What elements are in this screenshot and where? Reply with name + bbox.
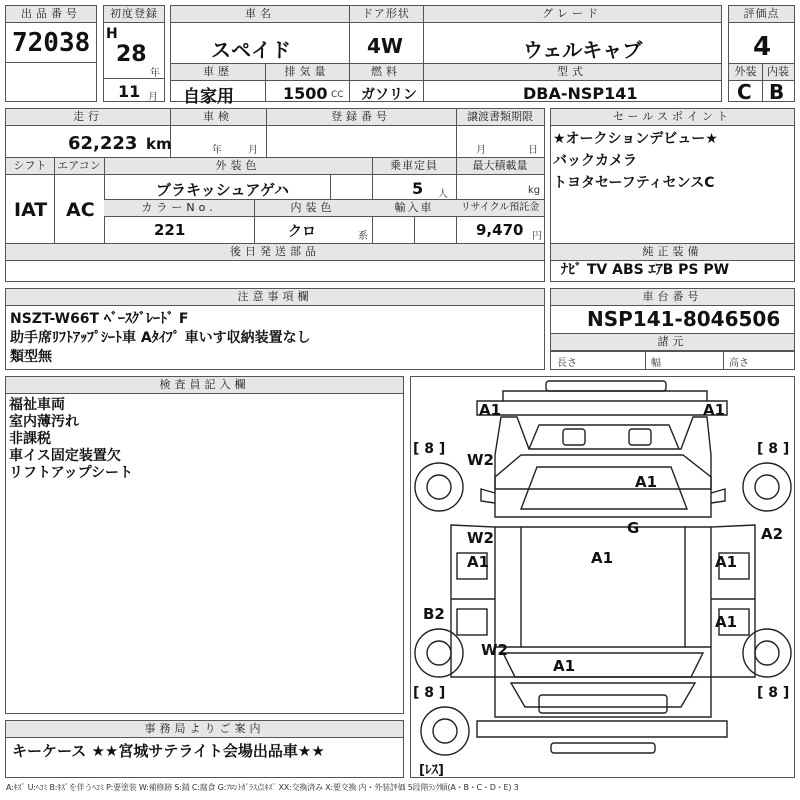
- transfer-label: 譲渡書類期限: [456, 109, 544, 126]
- month-suffix: 月: [148, 92, 158, 103]
- car-outline: [411, 377, 794, 777]
- damage-mark: W2: [467, 451, 494, 469]
- ext-label: 外装: [729, 64, 762, 81]
- dims-label: 諸元: [551, 334, 794, 351]
- later-parts-label: 後日発送部品: [6, 244, 544, 261]
- inspection-month: 月: [248, 145, 258, 156]
- mileage-label: 走行: [6, 109, 170, 126]
- model: DBA-NSP141: [523, 84, 638, 103]
- door-type: 4W: [367, 34, 403, 58]
- fuel-label: 燃料: [349, 64, 423, 81]
- damage-mark: A1: [479, 401, 502, 419]
- chassis-number: NSP141-8046506: [587, 307, 781, 331]
- int-grade: B: [769, 80, 785, 104]
- office-label: 事務局よりご案内: [6, 721, 403, 738]
- shift: IAT: [14, 199, 48, 221]
- chassis-box: [550, 288, 795, 370]
- vehicle-details-box: [5, 108, 545, 282]
- damage-mark: A1: [635, 473, 658, 491]
- tire-tread: [ 8 ]: [413, 685, 446, 701]
- ac-label: エアコン: [54, 158, 104, 175]
- door-label: ドア形状: [349, 6, 423, 23]
- notes-line: 助手席ﾘﾌﾄｱｯﾌﾟｼｰﾄ車 Aﾀｲﾌﾟ 車いす収納装置なし: [10, 330, 311, 346]
- sales-point-line: バックカメラ: [553, 153, 637, 169]
- damage-mark: B2: [423, 605, 445, 623]
- width-label: 幅: [651, 358, 661, 369]
- reg-month: 11: [118, 82, 141, 101]
- legend: A:ｷｽﾞ U:ﾍｺﾐ B:ｷｽﾞを伴うﾍｺﾐ P:要塗装 W:補修跡 S:錆 C:腐食 G:ﾌﾛﾝﾄｶﾞﾗｽ点ｷｽﾞ XX:交換済み X:要交換 内・外装評価 5段階ﾗﾝｸ順(A・B・C・D・E) 3: [6, 783, 519, 792]
- load-label: 最大積載量: [456, 158, 544, 175]
- sales-point-line: ★オークションデビュー★: [553, 131, 718, 147]
- notes-box: [5, 288, 545, 370]
- reg-no-label: 登録番号: [266, 109, 456, 126]
- mileage: 62,223: [68, 133, 138, 154]
- inspector-line: 非課税: [9, 431, 51, 447]
- ac: AC: [66, 199, 95, 221]
- sales-point-line: トヨタセーフティセンスC: [553, 175, 715, 191]
- inspector-box: [5, 376, 404, 714]
- office-text: キーケース ★★宮城サテライト会場出品車★★: [12, 742, 325, 760]
- inspector-line: 室内薄汚れ: [9, 414, 79, 430]
- damage-mark: W2: [467, 529, 494, 547]
- chassis-label: 車台番号: [551, 289, 794, 306]
- length-label: 長さ: [557, 358, 577, 369]
- displacement-label: 排気量: [265, 64, 349, 81]
- recycle-label: リサイクル預託金: [456, 200, 544, 217]
- color-no: 221: [154, 221, 186, 239]
- score-label: 評価点: [729, 6, 794, 23]
- sales-point-box: [550, 108, 795, 282]
- inspector-label: 検査員記入欄: [6, 377, 403, 394]
- color-label: 外装色: [104, 158, 372, 175]
- exterior-color: ブラキッシュアゲハ: [156, 181, 290, 199]
- damage-mark: A1: [591, 549, 614, 567]
- inspector-line: 車イス固定装置欠: [9, 448, 121, 464]
- notes-label: 注意事項欄: [6, 289, 544, 306]
- spare-tire: [ﾚｽ]: [419, 763, 444, 778]
- history-label: 車歴: [171, 64, 265, 81]
- notes-line: NSZT-W66T ﾍﾞｰｽｸﾞﾚｰﾄﾞ F: [10, 311, 189, 327]
- fuel: ガソリン: [361, 87, 417, 103]
- model-label: 型式: [423, 64, 721, 81]
- damage-mark: W2: [481, 641, 508, 659]
- tire-tread: [ 8 ]: [757, 441, 790, 457]
- interior-color: クロ: [288, 224, 316, 240]
- int-color-label: 内装色: [254, 200, 372, 217]
- damage-mark: A1: [553, 657, 576, 675]
- capacity-label: 乗車定員: [372, 158, 456, 175]
- load-unit: kg: [528, 185, 541, 196]
- int-label: 内装: [762, 64, 794, 81]
- sales-point-label: セールスポイント: [551, 109, 794, 126]
- equipment-label: 純正装備: [551, 244, 794, 261]
- inspector-line: 福祉車両: [9, 397, 65, 413]
- lot-label: 出品番号: [6, 6, 96, 23]
- damage-mark: G: [627, 519, 640, 537]
- history: 自家用: [183, 87, 234, 107]
- notes-line: 類型無: [10, 349, 52, 365]
- main-info-box: [170, 5, 722, 107]
- car-name: スペイド: [211, 38, 291, 62]
- int-color-suffix: 系: [358, 231, 368, 242]
- grade-label: グレード: [423, 6, 721, 23]
- color-no-label: カラーNo.: [104, 200, 254, 217]
- office-box: [5, 720, 404, 778]
- score: 4: [753, 32, 772, 62]
- inspection-label: 車検: [170, 109, 266, 126]
- first-reg-label: 初度登録: [104, 6, 164, 23]
- damage-mark: A1: [467, 553, 490, 571]
- transfer-day: 日: [528, 145, 538, 156]
- recycle-unit: 円: [532, 231, 542, 242]
- ext-grade: C: [737, 80, 752, 104]
- grade: ウェルキャブ: [523, 38, 643, 62]
- tire-tread: [ 8 ]: [757, 685, 790, 701]
- damage-mark: A1: [715, 613, 738, 631]
- recycle-fee: 9,470: [476, 221, 524, 239]
- name-label: 車名: [171, 6, 349, 23]
- damage-mark: A2: [761, 525, 784, 543]
- height-label: 高さ: [729, 358, 749, 369]
- car-diagram: [410, 376, 795, 778]
- era: H: [106, 26, 118, 42]
- tire-tread: [ 8 ]: [413, 441, 446, 457]
- inspection-year: 年: [212, 145, 222, 156]
- import-label: 輸入車: [372, 200, 456, 217]
- displacement-unit: CC: [331, 90, 344, 100]
- damage-mark: A1: [715, 553, 738, 571]
- first-reg-box: [103, 5, 165, 102]
- capacity-unit: 人: [438, 189, 448, 200]
- mileage-unit: km: [146, 135, 172, 153]
- reg-year: 28: [116, 42, 147, 67]
- equipment-text: ﾅﾋﾞ TV ABS ｴｱB PS PW: [561, 262, 730, 278]
- score-box: [728, 5, 795, 102]
- lot-number: 72038: [12, 28, 91, 58]
- displacement: 1500: [283, 84, 328, 103]
- transfer-month: 月: [476, 145, 486, 156]
- capacity: 5: [412, 179, 424, 198]
- shift-label: シフト: [6, 158, 54, 175]
- inspector-line: リフトアップシート: [9, 465, 134, 481]
- year-suffix: 年: [150, 68, 160, 79]
- damage-mark: A1: [703, 401, 726, 419]
- lot-box: [5, 5, 97, 102]
